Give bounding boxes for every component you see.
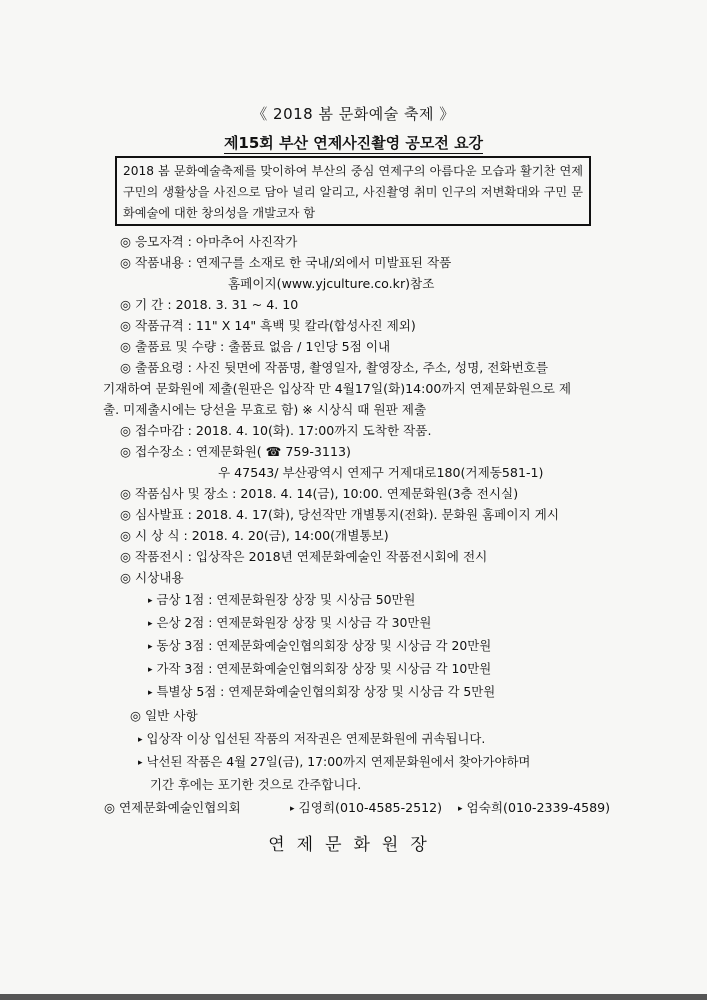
guide-line-2: 기재하여 문화원에 제출(원판은 입상작 만 4월17일(화)14:00까지 연제문화원으로 제: [103, 381, 572, 396]
announce-line: ◎ 심사발표 : 2018. 4. 17(화), 당선작만 개별통지(전화). 문화원 홈페이지 게시: [120, 507, 559, 522]
ceremony-line: ◎ 시 상 식 : 2018. 4. 20(금), 14:00(개별통보): [120, 528, 389, 543]
period-line: ◎ 기 간 : 2018. 3. 31 ~ 4. 10: [120, 297, 299, 312]
triangle-bullet-icon: ▸: [148, 596, 153, 606]
content-note-line: 홈페이지(www.yjculture.co.kr)참조: [228, 276, 435, 291]
contact-org: ◎ 연제문화예술인협의회: [104, 800, 241, 815]
deadline-line: ◎ 접수마감 : 2018. 4. 10(화). 17:00까지 도착한 작품.: [120, 423, 432, 438]
contact-person-2: ▸ 엄숙희(010-2339-4589): [458, 800, 611, 815]
triangle-bullet-icon: ▸: [148, 642, 153, 652]
intro-box: 2018 봄 문화예술축제를 맞이하여 부산의 중심 연제구의 아름다운 모습과 활기찬 연제구민의 생활상을 사진으로 담아 널리 알리고, 사진촬영 취미 인구의 저변확대와 구민 문화예술에 대한 창의성을 개발코자 함: [115, 156, 591, 226]
eligibility-line: ◎ 응모자격 : 아마추어 사진작가: [120, 234, 298, 249]
award-gold: ▸ 금상 1점 : 연제문화원장 상장 및 시상금 50만원: [148, 592, 416, 607]
award-bronze: ▸ 동상 3점 : 연제문화예술인협의회장 상장 및 시상금 각 20만원: [148, 638, 492, 653]
scan-bottom-edge: [0, 994, 707, 1000]
signature-director: 연제문화원장: [268, 835, 439, 855]
place-line: ◎ 접수장소 : 연제문화원( ☎ 759-3113): [120, 444, 351, 459]
triangle-bullet-icon: ▸: [290, 804, 295, 814]
general-note-2-cont: 기간 후에는 포기한 것으로 간주합니다.: [150, 777, 362, 792]
triangle-bullet-icon: ▸: [138, 735, 143, 745]
triangle-bullet-icon: ▸: [138, 758, 143, 768]
general-header: ◎ 일반 사항: [130, 708, 198, 723]
general-note-1: ▸ 입상작 이상 입선된 작품의 저작권은 연제문화원에 귀속됩니다.: [138, 731, 486, 746]
triangle-bullet-icon: ▸: [148, 688, 153, 698]
fee-line: ◎ 출품료 및 수량 : 출품료 없음 / 1인당 5점 이내: [120, 339, 391, 354]
address-line: 우 47543/ 부산광역시 연제구 거제대로180(거제동581-1): [218, 465, 544, 480]
guide-line-3: 출. 미제출시에는 당선을 무효로 함) ※ 시상식 때 원판 제출: [103, 402, 427, 417]
guide-line-1: ◎ 출품요령 : 사진 뒷면에 작품명, 촬영일자, 촬영장소, 주소, 성명, 전화번호를: [120, 360, 549, 375]
general-note-2: ▸ 낙선된 작품은 4월 27일(금), 17:00까지 연제문화원에서 찾아가야하며: [138, 754, 531, 769]
contest-title-text: 제15회 부산 연제사진촬영 공모전 요강: [223, 134, 484, 152]
award-silver: ▸ 은상 2점 : 연제문화원장 상장 및 시상금 각 30만원: [148, 615, 432, 630]
festival-title: 《 2018 봄 문화예술 축제 》: [252, 105, 455, 123]
triangle-bullet-icon: ▸: [148, 619, 153, 629]
contest-title: [0, 132, 707, 153]
judging-line: ◎ 작품심사 및 장소 : 2018. 4. 14(금), 10:00. 연제문화원(3층 전시실): [120, 486, 519, 501]
awards-header: ◎ 시상내용: [120, 570, 184, 585]
contact-person-1: ▸ 김영희(010-4585-2512): [290, 800, 443, 815]
award-honorable: ▸ 가작 3점 : 연제문화예술인협의회장 상장 및 시상금 각 10만원: [148, 661, 492, 676]
content-line: ◎ 작품내용 : 연제구를 소재로 한 국내/외에서 미발표된 작품: [120, 255, 452, 270]
spec-line: ◎ 작품규격 : 11" X 14" 흑백 및 칼라(합성사진 제외): [120, 318, 416, 333]
triangle-bullet-icon: ▸: [148, 665, 153, 675]
exhibition-line: ◎ 작품전시 : 입상작은 2018년 연제문화예술인 작품전시회에 전시: [120, 549, 488, 564]
award-special: ▸ 특별상 5점 : 연제문화예술인협의회장 상장 및 시상금 각 5만원: [148, 684, 496, 699]
triangle-bullet-icon: ▸: [458, 804, 463, 814]
